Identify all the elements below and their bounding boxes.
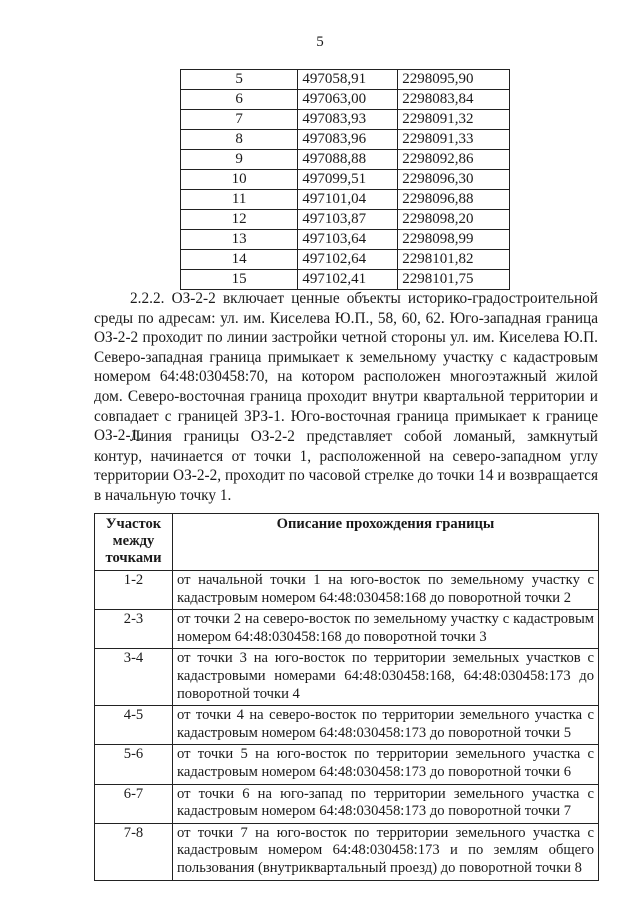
coordinate-y: 2298091,33 [398,130,510,150]
table-row [95,784,599,823]
point-number: 6 [181,90,298,110]
point-number: 12 [181,210,298,230]
table-row [95,649,599,706]
coordinate-y: 2298091,32 [398,110,510,130]
paragraph-2-2-2 [94,289,598,446]
table-row [95,706,599,745]
table-row [181,210,510,230]
coordinate-x: 497058,91 [298,70,398,90]
paragraph-boundary-line [94,427,598,505]
point-number: 5 [181,70,298,90]
table-row [95,745,599,784]
coordinates-table [180,69,510,290]
coordinate-y: 2298096,88 [398,190,510,210]
coordinate-x: 497083,93 [298,110,398,130]
coordinate-x: 497101,04 [298,190,398,210]
segment-cell: 4-5 [95,706,173,745]
coordinate-x: 497063,00 [298,90,398,110]
coordinate-y: 2298092,86 [398,150,510,170]
column-header-segment: Участок между точками [95,514,173,571]
table-row [95,610,599,649]
point-number: 7 [181,110,298,130]
table-row [181,70,510,90]
coordinate-y: 2298098,20 [398,210,510,230]
segment-cell: 1-2 [95,571,173,610]
coordinate-y: 2298098,99 [398,230,510,250]
table-row [181,110,510,130]
table-row [95,823,599,880]
description-cell: от точки 7 на юго-восток по территории земельного участка с кадастровым номером 64:48:030458:173 и по землям общего пользования (внутриквартальный проезд) до поворотной точки 8 [173,823,599,880]
table-row [181,90,510,110]
description-cell: от точки 3 на юго-восток по территории земельных участков с кадастровыми номерами 64:48:030458:168, 64:48:030458:173 до поворотной точки 4 [173,649,599,706]
coordinate-x: 497103,64 [298,230,398,250]
description-cell: от точки 6 на юго-запад по территории земельного участка с кадастровым номером 64:48:030458:173 до поворотной точки 7 [173,784,599,823]
coordinate-x: 497088,88 [298,150,398,170]
boundary-segments-table [94,513,599,881]
segment-cell: 2-3 [95,610,173,649]
point-number: 14 [181,250,298,270]
coordinate-x: 497083,96 [298,130,398,150]
point-number: 10 [181,170,298,190]
point-number: 9 [181,150,298,170]
description-cell: от точки 4 на северо-восток по территории земельного участка с кадастровым номером 64:48:030458:173 до поворотной точки 5 [173,706,599,745]
table-row [181,250,510,270]
coordinate-x: 497102,41 [298,270,398,290]
description-cell: от точки 5 на юго-восток по территории земельного участка с кадастровым номером 64:48:030458:173 до поворотной точки 6 [173,745,599,784]
table-row [181,190,510,210]
coordinate-x: 497099,51 [298,170,398,190]
table-row [181,150,510,170]
page-number: 5 [316,34,324,50]
table-row [181,130,510,150]
table-header-row [95,514,599,571]
coordinate-y: 2298096,30 [398,170,510,190]
description-cell: от начальной точки 1 на юго-восток по земельному участку с кадастровым номером 64:48:030458:168 до поворотной точки 2 [173,571,599,610]
table-row [181,270,510,290]
coordinate-x: 497103,87 [298,210,398,230]
table-row [95,571,599,610]
point-number: 11 [181,190,298,210]
point-number: 13 [181,230,298,250]
segment-cell: 6-7 [95,784,173,823]
coordinate-x: 497102,64 [298,250,398,270]
table-row [181,170,510,190]
coordinate-y: 2298083,84 [398,90,510,110]
column-header-description: Описание прохождения границы [173,514,599,571]
segment-cell: 7-8 [95,823,173,880]
segment-cell: 5-6 [95,745,173,784]
coordinate-y: 2298101,75 [398,270,510,290]
segment-cell: 3-4 [95,649,173,706]
paragraph-text: Линия границы ОЗ-2-2 представляет собой ломаный, замкнутый контур, начинается от точки 1, расположенной на северо-западном углу территории ОЗ-2-2, проходит по часовой стрелке до точки 14 и возвращается в начальную точку 1. [94,428,598,504]
point-number: 8 [181,130,298,150]
coordinate-y: 2298101,82 [398,250,510,270]
description-cell: от точки 2 на северо-восток по земельному участку с кадастровым номером 64:48:030458:168 до поворотной точки 3 [173,610,599,649]
point-number: 15 [181,270,298,290]
paragraph-text: 2.2.2. ОЗ-2-2 включает ценные объекты историко-градостроительной среды по адресам: ул. им. Киселева Ю.П., 58, 60, 62. Юго-западная граница ОЗ-2-2 проходит по линии застройки четной стороны ул. им. Киселева Ю.П. Северо-западная граница примыкает к земельному участку с кадастровым номером 64:48:030458:70, на котором расположен многоэтажный жилой дом. Северо-восточная граница проходит внутри квартальной территории и совпадает с границей ЗРЗ-1. Юго-восточная граница примыкает к границе ОЗ-2-1. [94,290,598,445]
table-row [181,230,510,250]
coordinate-y: 2298095,90 [398,70,510,90]
